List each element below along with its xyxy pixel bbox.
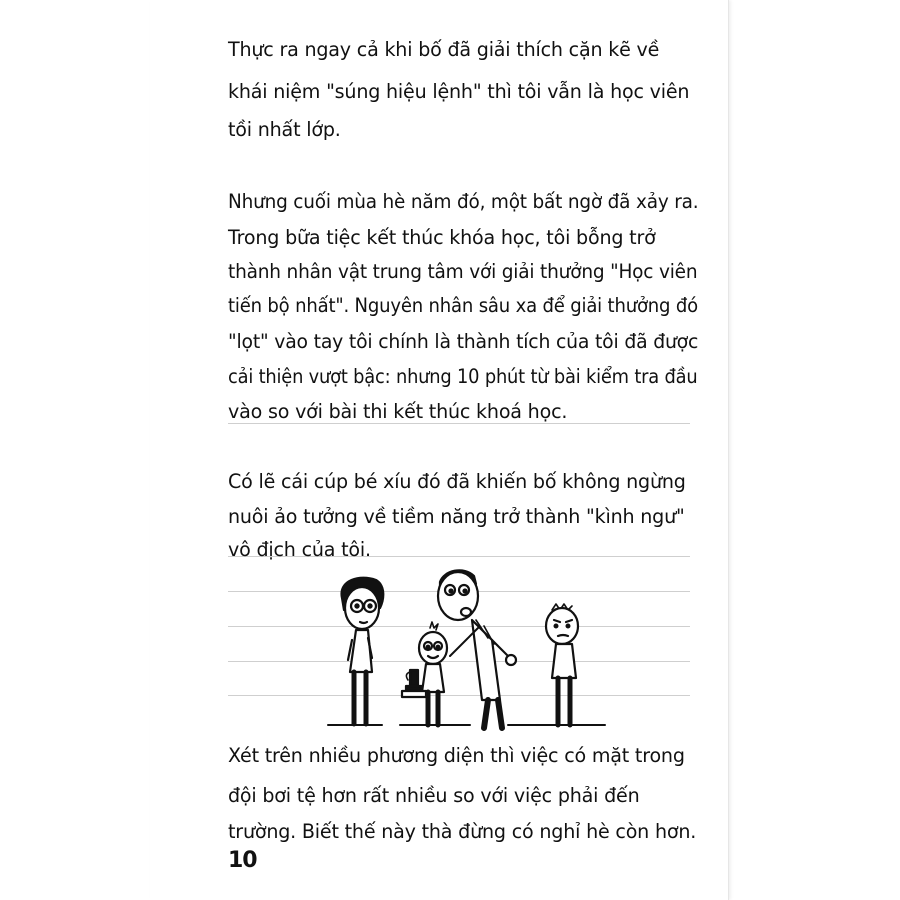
paragraph-2-line-1: Nhưng cuối mùa hè năm đó, một bất ngờ đã xảy ra.: [228, 190, 699, 213]
paragraph-2-line-2: Trong bữa tiệc kết thúc khóa học, tôi bỗng trở: [228, 226, 656, 249]
paragraph-2-line-6: cải thiện vượt bậc: nhưng 10 phút từ bài kiểm tra đầu: [228, 365, 698, 388]
paragraph-4-line-2: đội bơi tệ hơn rất nhiều so với việc phải đến: [228, 784, 640, 807]
paragraph-4-line-1: Xét trên nhiều phương diện thì việc có mặt trong: [228, 744, 685, 767]
paragraph-2-line-4: tiến bộ nhất". Nguyên nhân sâu xa để giải thưởng đó: [228, 294, 698, 317]
mom-figure: [342, 578, 384, 724]
brother-figure: [546, 604, 578, 725]
paragraph-2-line-7: vào so với bài thi kết thúc khoá học.: [228, 400, 568, 423]
ruled-line: [228, 423, 690, 424]
paragraph-3-line-3: vô địch của tôi.: [228, 538, 371, 561]
page-number: 10: [228, 848, 257, 873]
award-ceremony-illustration: [320, 560, 610, 740]
paragraph-2-line-5: "lọt" vào tay tôi chính là thành tích của tôi đã được: [228, 330, 699, 353]
paragraph-3-line-1: Có lẽ cái cúp bé xíu đó đã khiến bố không ngừng: [228, 470, 686, 493]
paragraph-3-line-2: nuôi ảo tưởng về tiềm năng trở thành "kình ngư": [228, 505, 685, 528]
paragraph-1-line-1: Thực ra ngay cả khi bố đã giải thích cặn kẽ về: [228, 38, 660, 61]
paragraph-4-line-3: trường. Biết thế này thà đừng có nghỉ hè còn hơn.: [228, 820, 697, 843]
greg-figure: [419, 622, 447, 725]
paragraph-2-line-3: thành nhân vật trung tâm với giải thưởng "Học viên: [228, 260, 698, 283]
paragraph-1-line-2: khái niệm "súng hiệu lệnh" thì tôi vẫn là học viên: [228, 80, 690, 103]
dad-figure: [438, 570, 516, 728]
paragraph-1-line-3: tồi nhất lớp.: [228, 118, 341, 141]
